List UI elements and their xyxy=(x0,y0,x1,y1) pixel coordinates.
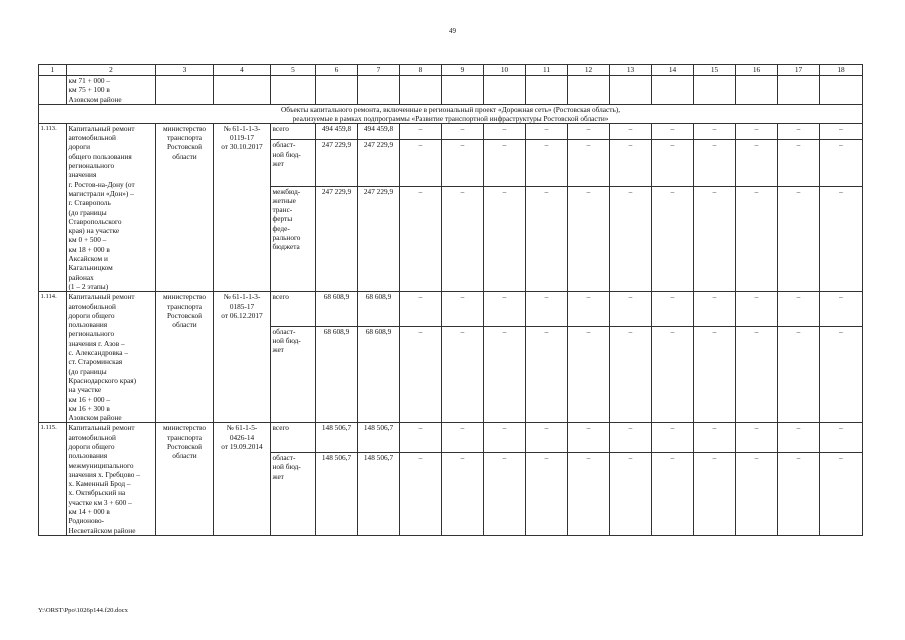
continued-row-cell-18 xyxy=(820,76,863,105)
funding-col-18: – xyxy=(820,140,863,186)
continued-row xyxy=(39,76,863,105)
funding-source xyxy=(271,326,316,423)
column-number-4: 4 xyxy=(214,65,271,76)
funding-total: 148 506,7 xyxy=(316,423,358,453)
continued-row-cell-12 xyxy=(568,76,610,105)
funding-col-12: – xyxy=(568,423,610,453)
funding-col-14: – xyxy=(652,140,694,186)
funding-col-9: – xyxy=(442,326,484,423)
object-customer xyxy=(156,423,214,536)
funding-col-17: – xyxy=(778,123,820,139)
funding-col-9: – xyxy=(442,123,484,139)
object-name xyxy=(67,292,156,423)
funding-col-16: – xyxy=(736,326,778,423)
continued-row-cell-14 xyxy=(652,76,694,105)
funding-total: 148 506,7 xyxy=(316,452,358,535)
object-document-text: № 61-1-1-3- 0119-17 от 30.10.2017 xyxy=(221,123,263,152)
funding-source xyxy=(271,140,316,186)
section-heading xyxy=(39,104,863,123)
funding-col-9: – xyxy=(442,452,484,535)
funding-col-10: – xyxy=(484,423,526,453)
funding-col-8: – xyxy=(400,326,442,423)
funding-col-8: – xyxy=(400,140,442,186)
section-heading-line2: реализуемые в рамках подпрограммы «Развитие транспортной инфраструктуры Ростовской области» xyxy=(292,113,609,123)
funding-col-15: – xyxy=(694,452,736,535)
continued-row-cell-15 xyxy=(694,76,736,105)
funding-col-15: – xyxy=(694,186,736,292)
funding-col-9: – xyxy=(442,423,484,453)
column-number-13: 13 xyxy=(610,65,652,76)
funding-col-13: – xyxy=(610,326,652,423)
funding-source-text: област- ной бюд- жет xyxy=(272,140,301,168)
funding-source xyxy=(271,123,316,139)
funding-col-12: – xyxy=(568,292,610,326)
funding-col-14: – xyxy=(652,292,694,326)
funding-col-16: – xyxy=(736,292,778,326)
funding-col-8: – xyxy=(400,123,442,139)
object-name xyxy=(67,423,156,536)
footer-file-path: Y:\ORST\Ppo\1026p144.f20.docx xyxy=(38,607,128,614)
column-number-7: 7 xyxy=(358,65,400,76)
continued-row-name-text: км 71 + 000 – км 75 + 100 в Азовском районе xyxy=(68,76,122,104)
object-customer-text: министерство транспорта Ростовской области xyxy=(162,123,207,161)
funding-col-17: – xyxy=(778,292,820,326)
continued-row-name xyxy=(67,76,156,105)
continued-row-cell-9 xyxy=(442,76,484,105)
object-document xyxy=(214,292,271,423)
capital-repair-table xyxy=(38,64,863,536)
funding-col-11: – xyxy=(526,423,568,453)
funding-col-12: – xyxy=(568,123,610,139)
funding-col-13: – xyxy=(610,423,652,453)
section-heading-row xyxy=(39,104,863,123)
funding-source-text: межбюд- жетные транс- ферты феде- рального бюджета xyxy=(272,186,301,252)
funding-col-8: – xyxy=(400,292,442,326)
funding-col-16: – xyxy=(736,452,778,535)
continued-row-cell-4 xyxy=(214,76,271,105)
funding-source xyxy=(271,452,316,535)
object-name xyxy=(67,123,156,291)
funding-col-10: – xyxy=(484,292,526,326)
funding-source-text: всего xyxy=(272,123,289,133)
funding-total: 247 229,9 xyxy=(316,186,358,292)
funding-col-10: – xyxy=(484,140,526,186)
funding-col-8: – xyxy=(400,186,442,292)
funding-col-13: – xyxy=(610,186,652,292)
continued-row-cell-16 xyxy=(736,76,778,105)
funding-source-text: област- ной бюд- жет xyxy=(272,326,301,355)
funding-col-18: – xyxy=(820,452,863,535)
funding-col-15: – xyxy=(694,326,736,423)
column-number-15: 15 xyxy=(694,65,736,76)
funding-year-col7: 148 506,7 xyxy=(358,423,400,453)
funding-col-10: – xyxy=(484,452,526,535)
funding-total: 68 608,9 xyxy=(316,292,358,326)
object-document-text: № 61-1-5- 0426-14 от 19.09.2014 xyxy=(221,423,263,451)
continued-row-cell-3 xyxy=(156,76,214,105)
continued-row-number xyxy=(39,76,67,105)
column-number-14: 14 xyxy=(652,65,694,76)
column-number-3: 3 xyxy=(156,65,214,76)
object-number: 1.115. xyxy=(39,423,67,536)
column-number-2: 2 xyxy=(67,65,156,76)
continued-row-cell-7 xyxy=(358,76,400,105)
funding-col-11: – xyxy=(526,292,568,326)
funding-col-15: – xyxy=(694,423,736,453)
column-number-17: 17 xyxy=(778,65,820,76)
funding-col-10: – xyxy=(484,186,526,292)
funding-col-14: – xyxy=(652,326,694,423)
column-number-16: 16 xyxy=(736,65,778,76)
section-heading-line1: Объекты капитального ремонта, включенные в региональный проект «Дорожная сеть» (Ростовская область), xyxy=(280,104,621,114)
funding-col-15: – xyxy=(694,123,736,139)
continued-row-cell-11 xyxy=(526,76,568,105)
funding-col-11: – xyxy=(526,123,568,139)
funding-col-9: – xyxy=(442,140,484,186)
funding-col-16: – xyxy=(736,423,778,453)
funding-source-text: област- ной бюд- жет xyxy=(272,452,301,481)
column-number-8: 8 xyxy=(400,65,442,76)
column-number-1: 1 xyxy=(39,65,67,76)
funding-col-12: – xyxy=(568,326,610,423)
funding-col-11: – xyxy=(526,452,568,535)
funding-year-col7: 494 459,8 xyxy=(358,123,400,139)
funding-year-col7: 148 506,7 xyxy=(358,452,400,535)
funding-total: 247 229,9 xyxy=(316,140,358,186)
funding-col-13: – xyxy=(610,452,652,535)
continued-row-cell-5 xyxy=(271,76,316,105)
funding-col-17: – xyxy=(778,452,820,535)
table-row xyxy=(39,423,863,453)
object-name-text: Капитальный ремонт автомобильной дороги общего пользования межмуниципального значения х. Гребцово – х. Каменный Брод – х. Октябрьский на участке км 3 + 600 – км 14 + 000 в Родионово- Несветайском районе xyxy=(68,423,140,535)
object-customer xyxy=(156,292,214,423)
funding-source-text: всего xyxy=(272,292,289,302)
funding-col-10: – xyxy=(484,326,526,423)
object-name-text: Капитальный ремонт автомобильной дороги общего пользования регионального значения г. Ростов-на-Дону (от магистрали «Дон») – г. Ставрополь (до границы Ставропольского края) на участке км 0 + 500 – км 18 + 000 в Аксайском и Кагальницком районах (1 – 2 этапы) xyxy=(68,123,135,291)
funding-col-18: – xyxy=(820,326,863,423)
funding-col-17: – xyxy=(778,326,820,423)
funding-col-17: – xyxy=(778,140,820,186)
funding-source xyxy=(271,423,316,453)
funding-year-col7: 68 608,9 xyxy=(358,292,400,326)
table-row xyxy=(39,292,863,326)
funding-col-13: – xyxy=(610,140,652,186)
page-number: 49 xyxy=(449,27,456,35)
funding-total: 68 608,9 xyxy=(316,326,358,423)
funding-col-11: – xyxy=(526,140,568,186)
column-number-10: 10 xyxy=(484,65,526,76)
funding-year-col7: 247 229,9 xyxy=(358,186,400,292)
column-number-5: 5 xyxy=(271,65,316,76)
object-number: 1.114. xyxy=(39,292,67,423)
funding-col-12: – xyxy=(568,452,610,535)
funding-col-11: – xyxy=(526,186,568,292)
funding-col-18: – xyxy=(820,186,863,292)
object-customer-text: министерство транспорта Ростовской области xyxy=(162,423,207,461)
funding-source xyxy=(271,292,316,326)
object-customer-text: министерство транспорта Ростовской области xyxy=(162,292,207,330)
funding-col-17: – xyxy=(778,186,820,292)
column-number-11: 11 xyxy=(526,65,568,76)
funding-col-8: – xyxy=(400,452,442,535)
continued-row-cell-13 xyxy=(610,76,652,105)
funding-col-13: – xyxy=(610,123,652,139)
funding-col-16: – xyxy=(736,140,778,186)
column-number-18: 18 xyxy=(820,65,863,76)
funding-col-11: – xyxy=(526,326,568,423)
continued-row-cell-10 xyxy=(484,76,526,105)
funding-col-9: – xyxy=(442,292,484,326)
object-document-text: № 61-1-1-3- 0185-17 от 06.12.2017 xyxy=(221,292,263,320)
funding-col-14: – xyxy=(652,423,694,453)
funding-col-17: – xyxy=(778,423,820,453)
funding-col-12: – xyxy=(568,186,610,292)
funding-col-18: – xyxy=(820,123,863,139)
object-customer xyxy=(156,123,214,291)
funding-col-16: – xyxy=(736,186,778,292)
funding-source xyxy=(271,186,316,292)
column-number-6: 6 xyxy=(316,65,358,76)
object-document xyxy=(214,423,271,536)
funding-col-14: – xyxy=(652,186,694,292)
table-row xyxy=(39,123,863,139)
column-number-9: 9 xyxy=(442,65,484,76)
continued-row-cell-6 xyxy=(316,76,358,105)
object-document xyxy=(214,123,271,291)
funding-total: 494 459,8 xyxy=(316,123,358,139)
funding-col-15: – xyxy=(694,140,736,186)
funding-col-14: – xyxy=(652,452,694,535)
continued-row-cell-17 xyxy=(778,76,820,105)
funding-col-9: – xyxy=(442,186,484,292)
funding-year-col7: 247 229,9 xyxy=(358,140,400,186)
object-number: 1.113. xyxy=(39,123,67,291)
funding-year-col7: 68 608,9 xyxy=(358,326,400,423)
funding-col-15: – xyxy=(694,292,736,326)
funding-col-13: – xyxy=(610,292,652,326)
funding-col-18: – xyxy=(820,292,863,326)
column-number-12: 12 xyxy=(568,65,610,76)
column-number-row xyxy=(39,65,863,76)
funding-col-12: – xyxy=(568,140,610,186)
funding-col-14: – xyxy=(652,123,694,139)
funding-col-8: – xyxy=(400,423,442,453)
object-name-text: Капитальный ремонт автомобильной дороги общего пользования регионального значения г. Азов – с. Александровка – ст. Староминская (до границы Краснодарского края) на участке км 16 + 000 – км 16 + 300 в Азовском районе xyxy=(68,292,136,423)
funding-col-18: – xyxy=(820,423,863,453)
funding-col-16: – xyxy=(736,123,778,139)
continued-row-cell-8 xyxy=(400,76,442,105)
funding-source-text: всего xyxy=(272,423,289,433)
funding-col-10: – xyxy=(484,123,526,139)
